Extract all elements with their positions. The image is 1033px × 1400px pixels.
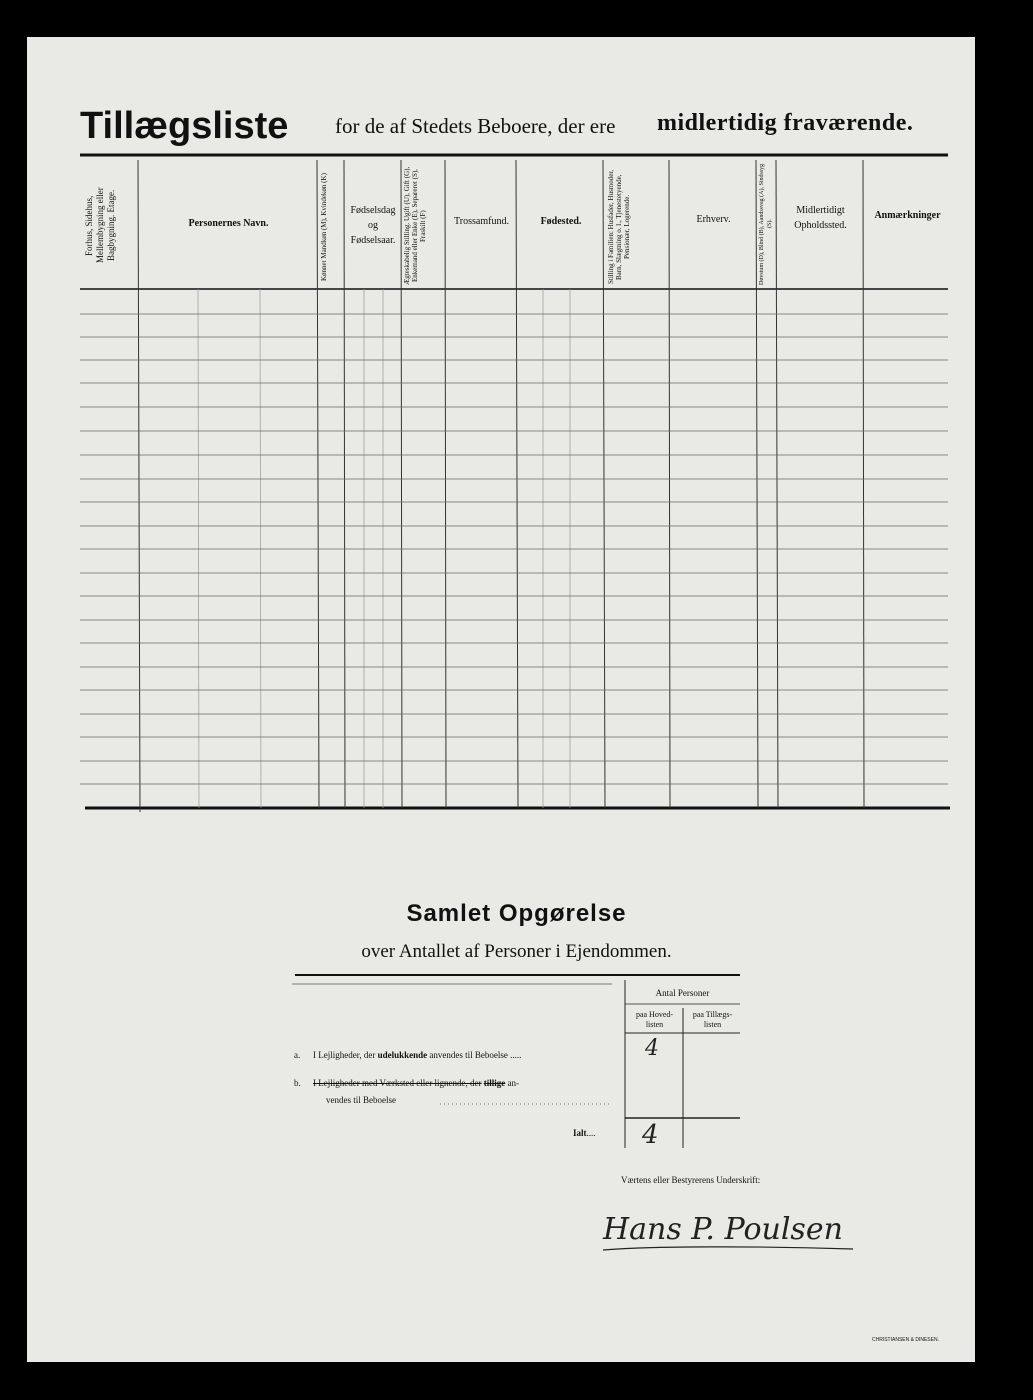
col-hovedlisten: paa Hoved- listen <box>635 1010 674 1029</box>
col-header-marital: Ægteskabelig Stilling. Ugift (U), Gift (G), Enkemand eller Enke (E), Separeret (S), Fraskilt (F) <box>403 166 427 286</box>
row-b-letter: b. <box>294 1078 301 1088</box>
col-header-religion: Trossamfund. <box>454 216 509 227</box>
col-header-building: Forhus, Sidehus, Mellembygning eller Bagbygning. Etage. <box>84 187 116 264</box>
col-header-temp-residence-2: Opholdssted. <box>794 220 847 231</box>
form-title-bold: midlertidig fraværende. <box>657 110 914 136</box>
row-b-text: I Lejligheder med Værksted eller lignende, der tillige an- <box>313 1078 520 1088</box>
col-header-occupation: Erhverv. <box>696 214 731 225</box>
ialt-label: Ialt.... <box>573 1128 596 1138</box>
col-header-remarks: Anmærkninger <box>874 210 941 221</box>
col-header-disability: Døvstum (D), Blind (B), Aandssvag (A), Sindssyg (S). <box>759 163 773 285</box>
col-header-birthplace: Fødested. <box>540 216 582 227</box>
row-b-text-2: vendes til Beboelse <box>326 1095 396 1105</box>
col-header-birth-3: Fødselsaar. <box>350 235 396 246</box>
col-header-birth-2: og <box>368 220 378 231</box>
form-title-middle: for de af Stedets Beboere, der ere <box>335 114 616 138</box>
col-header-name: Personernes Navn. <box>188 218 269 229</box>
col-header-temp-residence-1: Midlertidigt <box>796 205 845 216</box>
row-a-value: 4 <box>645 1036 659 1061</box>
row-a-letter: a. <box>294 1050 301 1060</box>
row-a-text: I Lejligheder, der udelukkende anvendes til Beboelse ..... <box>313 1050 522 1060</box>
summary-title: Samlet Opgørelse <box>406 900 627 927</box>
col-header-sex: Kønnet Mandkøn (M), Kvindekøn (K) <box>320 173 328 281</box>
col-header-birth-1: Fødselsdag <box>350 205 396 216</box>
signature-name: Hans P. Poulsen <box>603 1212 843 1247</box>
signature-label: Værtens eller Bestyrerens Underskrift: <box>621 1175 761 1185</box>
form-title: Tillægsliste <box>80 105 289 147</box>
col-header-family-position: Stilling i Familien: Husfader, Husmoder, Barn, Slægtning o. l., Tjenestetyende, Pensionær, Logerende. <box>607 169 631 285</box>
printer-mark: CHRISTIANSEN & DINESEN. <box>872 1337 939 1343</box>
antal-personer-header: Antal Personer <box>655 988 710 998</box>
col-tillaegslisten: paa Tillægs- listen <box>692 1010 733 1029</box>
summary-subtitle: over Antallet af Personer i Ejendommen. <box>361 941 672 962</box>
ialt-value: 4 <box>642 1120 659 1150</box>
